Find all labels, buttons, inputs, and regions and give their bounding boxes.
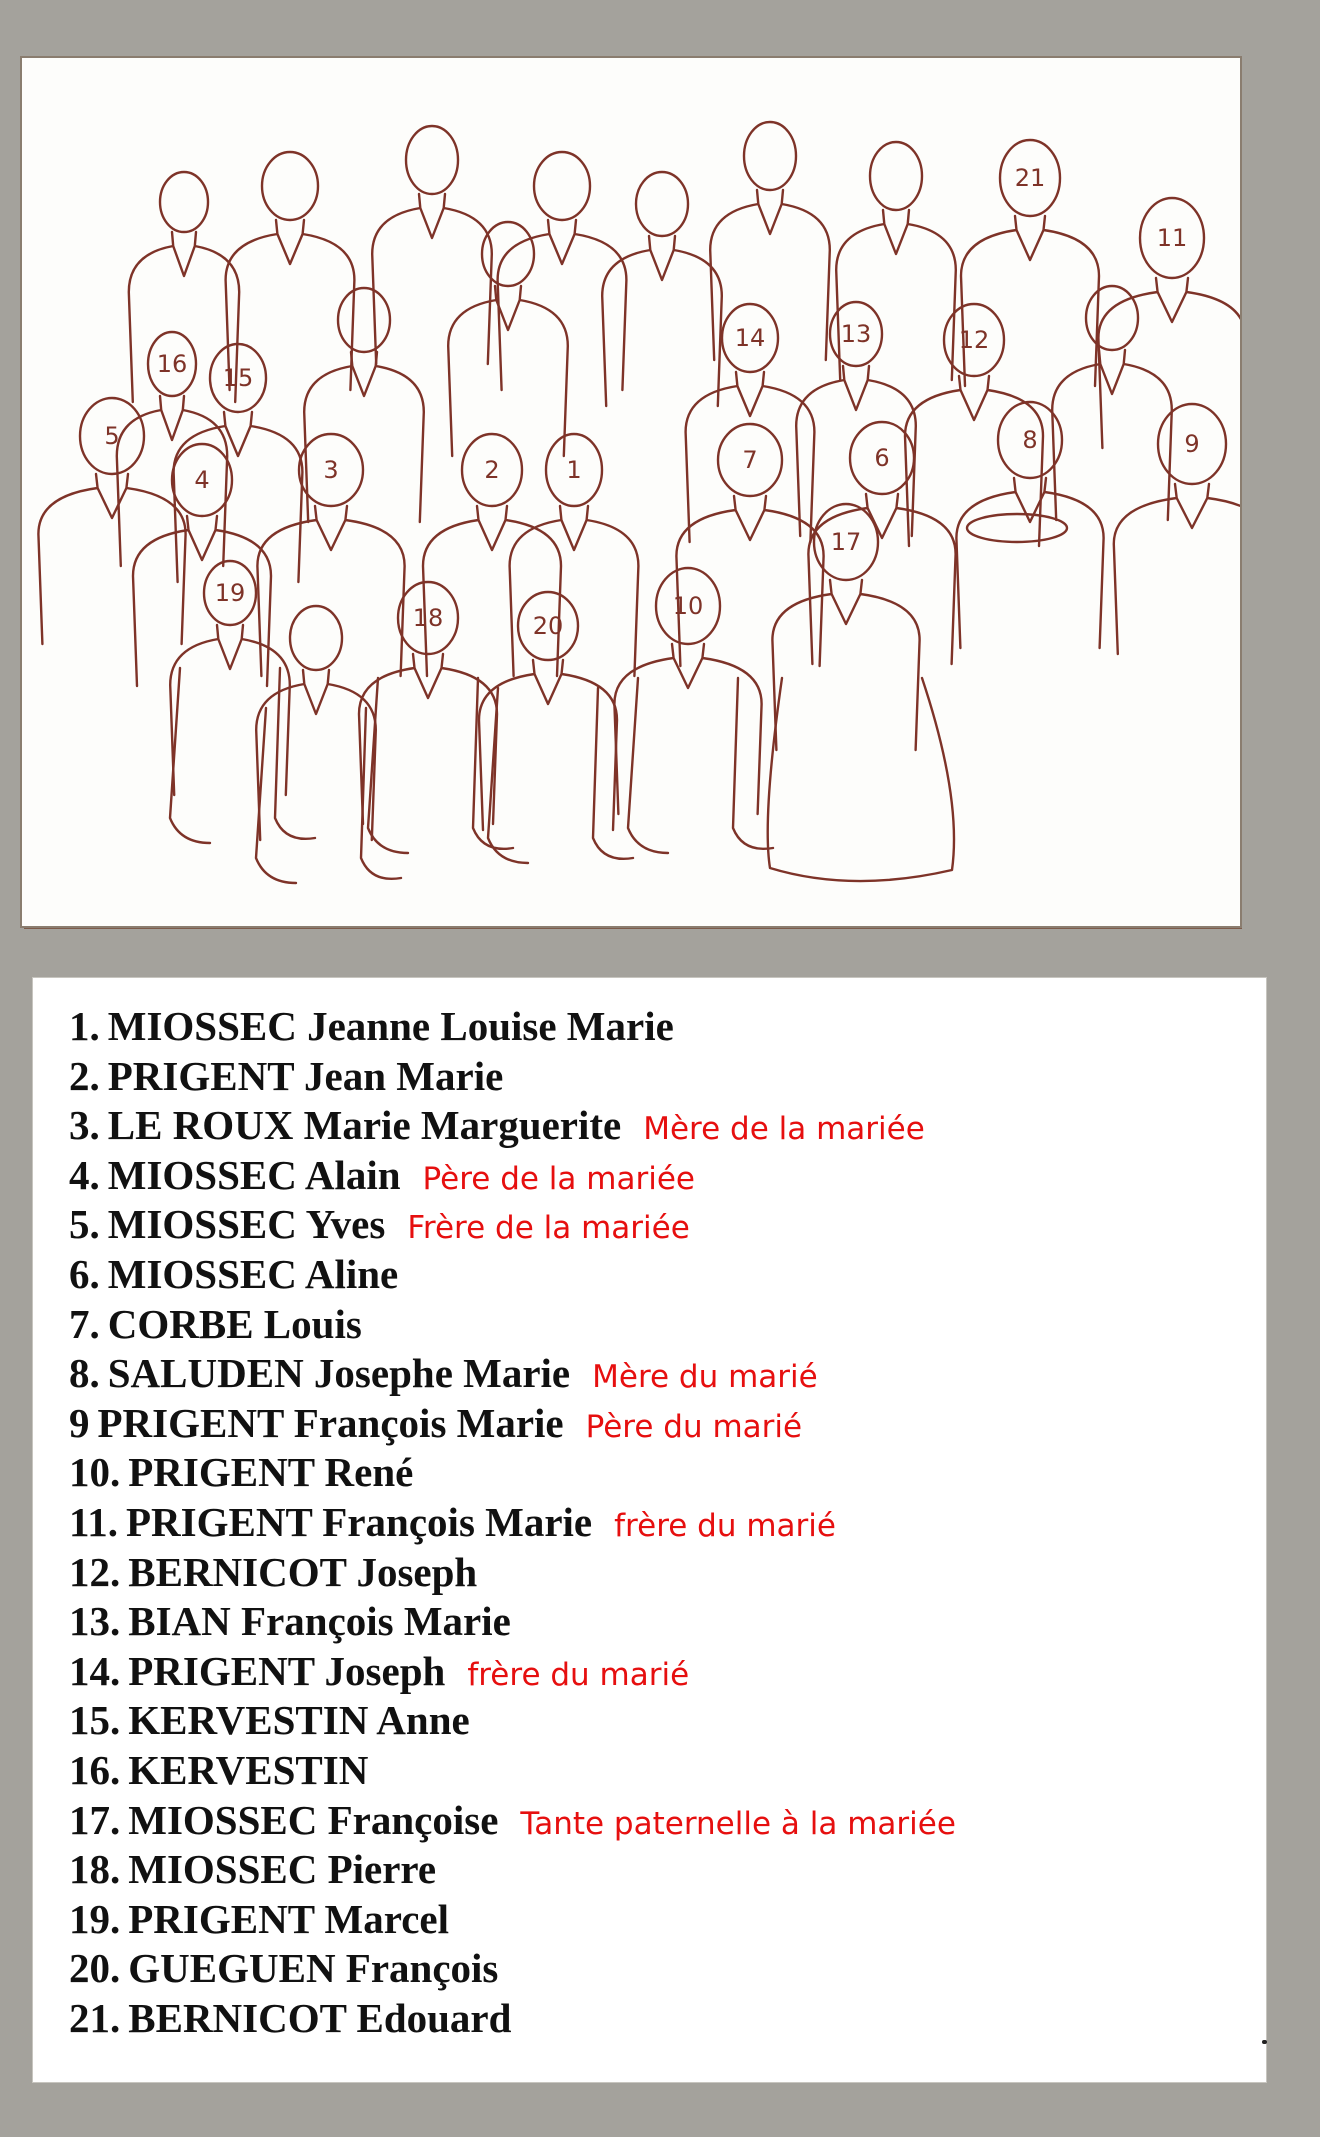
figure-body — [614, 644, 761, 814]
legend-row-19 — [69, 1895, 1249, 1945]
figure-head — [1086, 286, 1138, 350]
figure-head — [406, 126, 458, 194]
legend-number: 19. — [69, 1895, 121, 1942]
legend-number: 11. — [69, 1498, 118, 1545]
legend-number: 3. — [69, 1102, 100, 1149]
figure-number-label: 21 — [1014, 164, 1046, 192]
figure-body — [836, 210, 956, 380]
legend-name: PRIGENT Joseph — [128, 1647, 446, 1694]
figure-legs — [628, 678, 773, 853]
figure-body — [1098, 278, 1240, 448]
figure-body — [448, 286, 568, 456]
legend-number: 12. — [69, 1548, 121, 1595]
figure-number-label: 17 — [830, 528, 862, 556]
legend-row-5 — [69, 1200, 1249, 1250]
figure-number-label: 8 — [1022, 426, 1038, 454]
legend-name: PRIGENT Marcel — [128, 1895, 450, 1942]
figure-head — [290, 606, 342, 670]
legend-number: 14. — [69, 1647, 121, 1694]
legend-number: 16. — [69, 1746, 121, 1793]
figure-body — [423, 506, 561, 676]
figure-body — [38, 474, 185, 644]
legend-number: 7. — [69, 1300, 100, 1347]
figure-number-label: 14 — [734, 324, 766, 352]
legend-number: 4. — [69, 1151, 100, 1198]
legend-name: MIOSSEC Yves — [107, 1201, 386, 1248]
legend-number: 8. — [69, 1350, 100, 1397]
figure-number-label: 9 — [1184, 430, 1200, 458]
figure-legs — [170, 668, 315, 843]
legend-name: BERNICOT Joseph — [128, 1548, 478, 1595]
figure-skirt — [768, 678, 954, 881]
figure-number-label: 15 — [222, 364, 254, 392]
figure-number-label: 3 — [323, 456, 339, 484]
legend-name: LE ROUX Marie Marguerite — [107, 1102, 622, 1149]
figure-number-label: 18 — [412, 604, 444, 632]
legend-name: BERNICOT Edouard — [128, 1994, 512, 2041]
legend-name: PRIGENT François Marie — [97, 1399, 564, 1446]
legend-row-6 — [69, 1250, 1249, 1300]
figure-number-label: 2 — [484, 456, 500, 484]
legend-row-18 — [69, 1845, 1249, 1895]
legend-number: 5. — [69, 1201, 100, 1248]
legend-row-7 — [69, 1300, 1249, 1350]
legend-row-12 — [69, 1548, 1249, 1598]
legend-note: Père de la mariée — [422, 1160, 695, 1197]
figure-number-label: 11 — [1156, 224, 1188, 252]
figure-number-label: 19 — [214, 579, 246, 607]
legend-name: MIOSSEC Alain — [107, 1151, 401, 1198]
legend-name: GUEGUEN François — [128, 1945, 499, 1992]
figure-hat — [967, 514, 1067, 542]
legend-name: SALUDEN Josephe Marie — [107, 1350, 571, 1397]
figure-number-label: 20 — [532, 612, 564, 640]
figure-body — [174, 412, 303, 582]
legend-row-9 — [69, 1399, 1249, 1449]
legend-number: 15. — [69, 1697, 121, 1744]
figure-number-label: 12 — [958, 326, 990, 354]
figure-number-label: 1 — [566, 456, 582, 484]
legend-name: PRIGENT Jean Marie — [107, 1052, 504, 1099]
figure-body — [956, 478, 1103, 648]
legend-name: BIAN François Marie — [128, 1598, 511, 1645]
figure-body — [510, 506, 639, 676]
figure-head — [636, 172, 688, 236]
legend-note: Tante paternelle à la mariée — [520, 1805, 956, 1842]
legend-row-20 — [69, 1944, 1249, 1994]
figure-number-label: 16 — [156, 350, 188, 378]
figure-body — [1114, 484, 1240, 654]
legend-number: 1. — [69, 1003, 100, 1049]
legend-row-1 — [69, 1002, 1249, 1052]
legend-note: Père du marié — [585, 1408, 803, 1445]
legend-number: 9 — [69, 1399, 90, 1446]
legend-row-16 — [69, 1746, 1249, 1796]
legend-name: MIOSSEC Françoise — [128, 1796, 499, 1843]
legend-row-4 — [69, 1151, 1249, 1201]
figure-legs — [488, 688, 633, 863]
figure-number-label: 10 — [672, 592, 704, 620]
legend-note: frère du marié — [467, 1656, 690, 1693]
legend-card — [33, 978, 1266, 2082]
dust-speck — [1262, 2040, 1267, 2044]
figure-body — [372, 194, 492, 364]
legend-row-21 — [69, 1994, 1249, 2044]
legend-row-11 — [69, 1498, 1249, 1548]
figure-number-label: 4 — [194, 466, 210, 494]
figure-head — [534, 152, 590, 220]
legend-number: 6. — [69, 1250, 100, 1297]
figure-head — [338, 288, 390, 352]
legend-name: KERVESTIN Anne — [128, 1697, 470, 1744]
figure-body — [1052, 350, 1172, 520]
legend-number: 18. — [69, 1846, 121, 1893]
legend-row-15 — [69, 1696, 1249, 1746]
figure-head — [744, 122, 796, 190]
legend-number: 10. — [69, 1449, 121, 1496]
legend-row-13 — [69, 1597, 1249, 1647]
legend-name: MIOSSEC Pierre — [128, 1846, 437, 1893]
group-drawing-card — [22, 58, 1240, 926]
legend-row-8 — [69, 1349, 1249, 1399]
legend-note: Frère de la mariée — [407, 1210, 690, 1247]
figure-body — [958, 216, 1099, 386]
legend-note: frère du marié — [614, 1507, 836, 1544]
group-line-drawing — [22, 58, 1240, 926]
figure-body — [257, 506, 404, 676]
legend-row-14 — [69, 1647, 1249, 1697]
figure-number-label: 7 — [742, 446, 758, 474]
legend-number: 17. — [69, 1796, 121, 1843]
legend-number: 2. — [69, 1052, 100, 1099]
figure-head — [482, 222, 534, 286]
legend-name: MIOSSEC Aline — [107, 1250, 399, 1297]
figure-number-label: 13 — [840, 320, 872, 348]
legend-number: 13. — [69, 1598, 121, 1645]
figure-body — [710, 190, 830, 360]
legend-note: Mère du marié — [592, 1359, 818, 1396]
legend-row-3 — [69, 1101, 1249, 1151]
figure-body — [772, 580, 919, 750]
legend-list — [69, 1002, 1249, 2043]
figure-body — [304, 352, 424, 522]
figure-head — [870, 142, 922, 210]
figure-body — [602, 236, 722, 406]
legend-number: 20. — [69, 1945, 121, 1992]
figure-outlines — [38, 122, 1240, 883]
figure-legs — [368, 678, 513, 853]
figure-head — [160, 172, 208, 232]
legend-name: KERVESTIN — [128, 1746, 369, 1793]
figure-body — [133, 516, 271, 686]
figure-number-label: 5 — [104, 422, 120, 450]
figure-number-label: 6 — [874, 444, 890, 472]
legend-row-10 — [69, 1448, 1249, 1498]
figure-body — [170, 625, 290, 795]
legend-row-17 — [69, 1796, 1249, 1846]
legend-note: Mère de la mariée — [643, 1111, 925, 1148]
legend-name: PRIGENT François Marie — [126, 1498, 593, 1545]
legend-number: 21. — [69, 1994, 121, 2041]
legend-name: PRIGENT René — [128, 1449, 414, 1496]
figure-body — [676, 496, 823, 666]
figure-head — [262, 152, 318, 220]
legend-row-2 — [69, 1052, 1249, 1102]
legend-name: CORBE Louis — [107, 1300, 362, 1347]
legend-name: MIOSSEC Jeanne Louise Marie — [107, 1003, 674, 1049]
